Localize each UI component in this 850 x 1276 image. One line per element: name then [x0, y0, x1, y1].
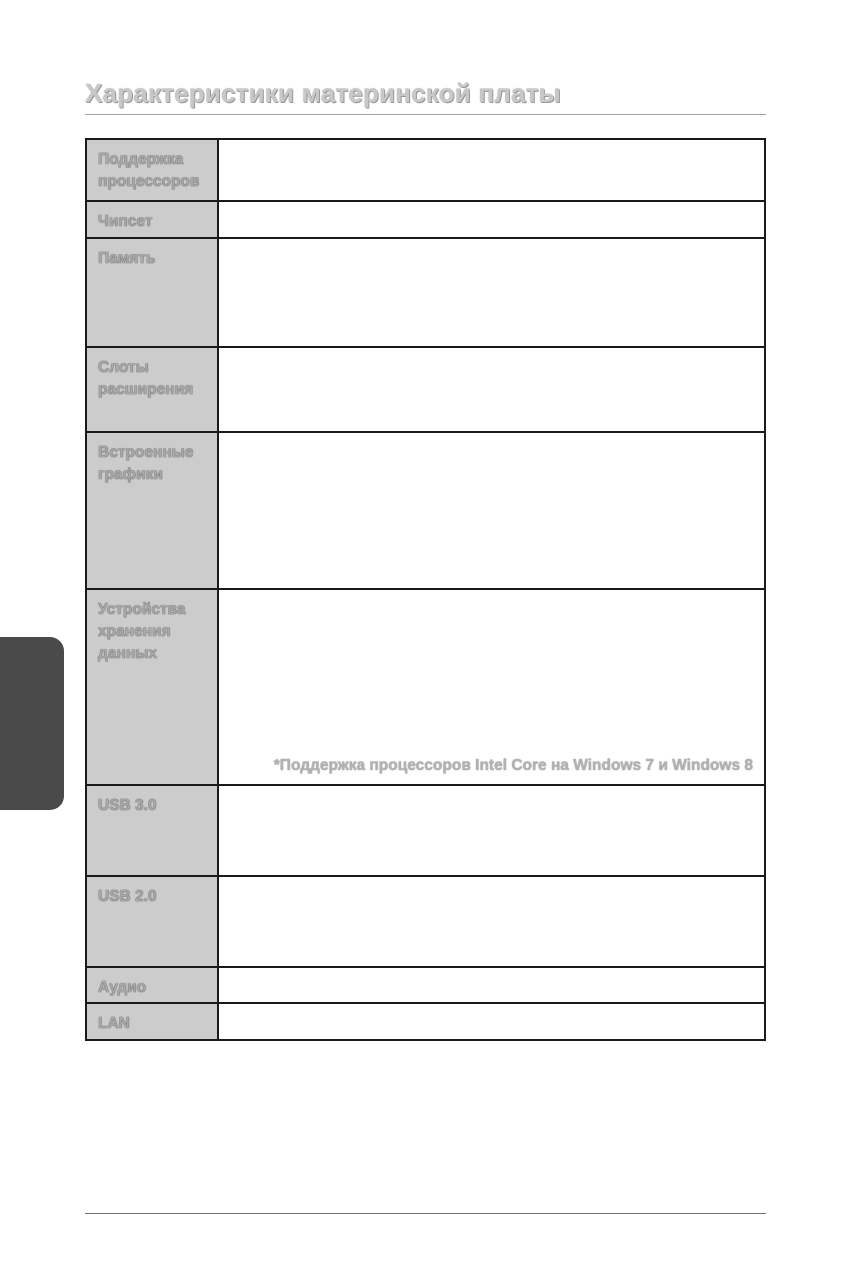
spec-row-onboard-graphics [86, 432, 765, 589]
spec-label-cell [86, 1003, 218, 1040]
spec-row-usb3 [86, 785, 765, 876]
title-divider [85, 114, 766, 115]
spec-row-usb2 [86, 876, 765, 967]
spec-label-cell [86, 238, 218, 347]
spec-value-cell [218, 967, 765, 1003]
spec-label-cell [86, 785, 218, 876]
footer-divider [85, 1213, 766, 1214]
spec-label: LAN [98, 1015, 130, 1032]
spec-value-cell [218, 201, 765, 238]
spec-label: Аудио [98, 979, 147, 996]
spec-row-expansion-slots [86, 347, 765, 432]
storage-footnote: *Поддержка процессоров Intel Core на Windows 7 и Windows 8 [273, 757, 753, 774]
spec-label: Встроенные графики [98, 444, 194, 483]
spec-label-cell [86, 201, 218, 238]
spec-value-cell [218, 876, 765, 967]
spec-row-audio [86, 967, 765, 1003]
spec-row-memory [86, 238, 765, 347]
spec-row-lan [86, 1003, 765, 1040]
spec-value-cell [218, 347, 765, 432]
spec-label: USB 2.0 [98, 888, 157, 905]
spec-value-cell [218, 1003, 765, 1040]
spec-label: Память [98, 250, 156, 267]
spec-table [85, 138, 766, 1041]
spec-value-cell [218, 432, 765, 589]
spec-label: Поддержка процессоров [98, 151, 200, 190]
spec-value-cell [218, 589, 765, 785]
spec-label: Чипсет [98, 213, 153, 230]
spec-label-cell [86, 876, 218, 967]
spec-value-cell [218, 785, 765, 876]
spec-label-cell [86, 432, 218, 589]
spec-value-cell [218, 238, 765, 347]
spec-label: Слоты расширения [98, 359, 194, 398]
spec-row-chipset [86, 201, 765, 238]
spec-label: Устройства хранения данных [98, 601, 186, 662]
spec-label: USB 3.0 [98, 797, 157, 814]
spec-label-cell [86, 347, 218, 432]
spec-label-cell [86, 589, 218, 785]
page-title: Характеристики материнской платы [85, 78, 561, 108]
spec-label-cell [86, 967, 218, 1003]
chapter-side-tab [0, 637, 64, 810]
spec-row-cpu [86, 139, 765, 201]
spec-row-storage [86, 589, 765, 785]
spec-label-cell [86, 139, 218, 201]
spec-value-cell [218, 139, 765, 201]
